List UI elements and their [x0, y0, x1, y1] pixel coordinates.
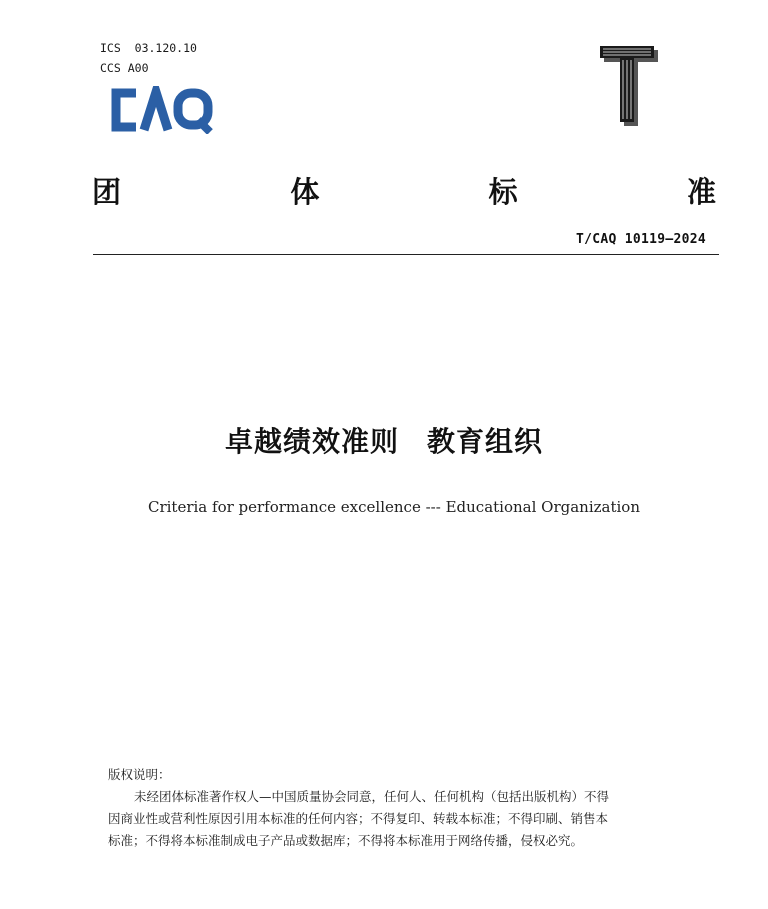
copyright-line-1: 未经团体标准著作权人—中国质量协会同意，任何人、任何机构（包括出版机构）不得: [134, 789, 610, 804]
standard-type-char-4: 准: [686, 174, 716, 209]
ccs-code: A00: [127, 61, 149, 75]
chinese-title: [0, 420, 768, 460]
classification-codes: [100, 38, 197, 78]
standard-number: T/CAQ 10119—2024: [575, 232, 706, 247]
copyright-line-3: 标准；不得将本标准制成电子产品或数据库；不得将本标准用于网络传播，侵权必究。: [108, 833, 584, 848]
standard-type-char-3: 标: [488, 174, 518, 209]
english-title: Criteria for performance excellence --- Educational Organization: [147, 498, 640, 516]
header-divider: [93, 254, 719, 255]
chinese-title-part1: 卓越绩效准则: [224, 425, 399, 458]
caq-logo: [106, 86, 216, 134]
standard-type-char-1: 团: [92, 174, 122, 209]
ics-row: [100, 38, 197, 58]
standard-type-heading: [92, 168, 716, 212]
standard-type-char-2: 体: [290, 174, 320, 209]
copyright-heading: 版权说明：: [108, 767, 171, 782]
ccs-row: [100, 58, 197, 78]
ics-code: 03.120.10: [134, 41, 197, 55]
t-standard-logo: [598, 44, 662, 128]
ccs-label: CCS: [100, 61, 121, 75]
chinese-title-part2: 教育组织: [427, 425, 544, 458]
copyright-notice: [108, 764, 708, 852]
copyright-line-2: 因商业性或营利性原因引用本标准的任何内容；不得复印、转载本标准；不得印刷、销售本: [108, 811, 609, 826]
ics-label: ICS: [100, 41, 121, 55]
